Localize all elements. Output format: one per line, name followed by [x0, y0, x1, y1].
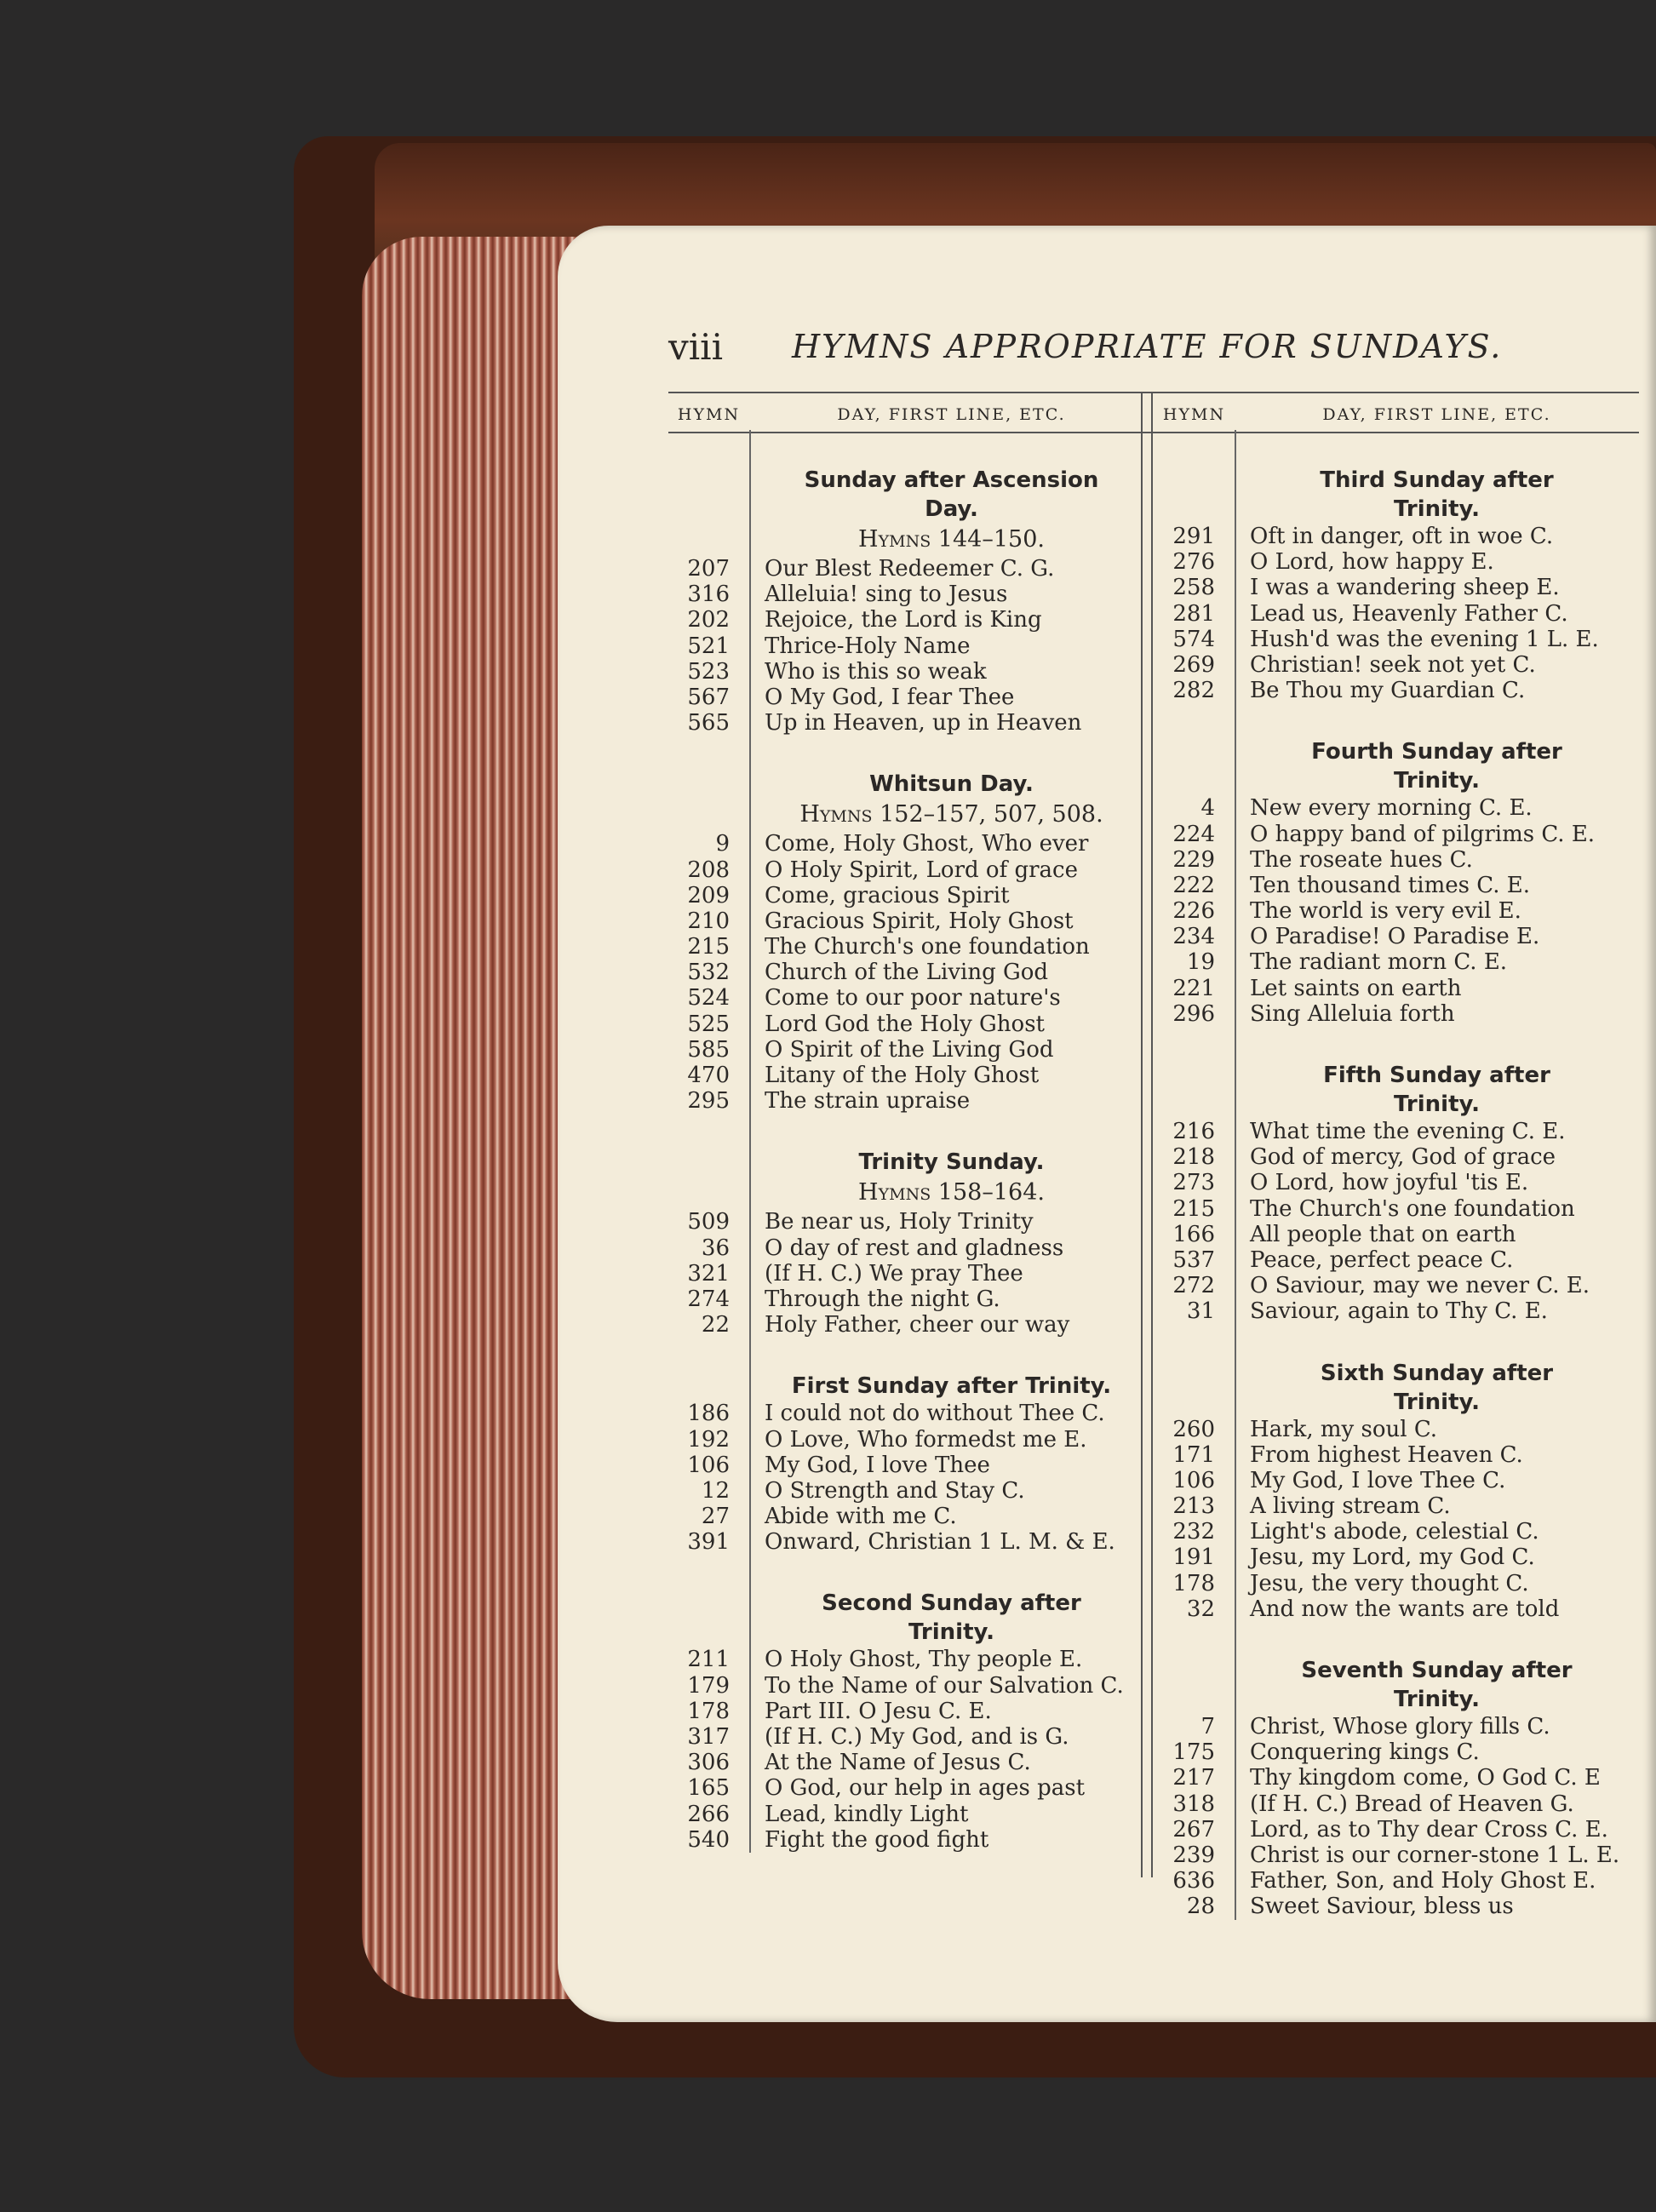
hymn-first-line: The Church's one foundation — [1250, 1195, 1575, 1222]
hymn-number: 7 — [1200, 1714, 1215, 1739]
section-gap — [668, 1338, 1154, 1372]
hymn-row — [668, 1261, 1154, 1287]
section-title: Sunday after Ascension — [804, 467, 1099, 493]
hymn-first-line: Christ is our corner-stone 1 L. E. — [1250, 1842, 1620, 1868]
left-column — [668, 392, 1154, 1853]
hymn-first-line: Conquering kings C. — [1250, 1739, 1480, 1766]
hymn-first-line: The roseate hues C. — [1250, 846, 1473, 873]
hymn-row — [668, 1427, 1154, 1453]
hymn-first-line: O day of rest and gladness — [765, 1235, 1064, 1261]
hymn-first-line: Jesu, my Lord, my God C. — [1250, 1544, 1535, 1571]
section-title: Fifth Sunday after — [1323, 1063, 1550, 1088]
hymn-row — [668, 1724, 1154, 1750]
hymn-row — [1154, 1571, 1639, 1596]
hymn-first-line: O Saviour, may we never C. E. — [1250, 1273, 1590, 1299]
hymn-number: 281 — [1172, 600, 1215, 627]
hymn-column-label: HYMN — [677, 405, 741, 424]
hymn-number: 282 — [1172, 678, 1215, 704]
hymn-number: 213 — [1172, 1493, 1215, 1520]
hymn-number: 32 — [1186, 1596, 1215, 1622]
hymn-row — [1154, 822, 1639, 847]
hymn-first-line: A living stream C. — [1250, 1493, 1451, 1520]
hymn-number: 36 — [701, 1235, 730, 1261]
hymn-row — [1154, 1119, 1639, 1144]
hymn-first-line: Through the night G. — [765, 1286, 1000, 1312]
hymn-first-line: My God, I love Thee — [765, 1452, 990, 1478]
hymn-number: 226 — [1172, 898, 1215, 925]
hymn-number: 175 — [1172, 1739, 1215, 1766]
hymn-row — [668, 934, 1154, 960]
hymn-number: 179 — [687, 1672, 730, 1699]
hymn-first-line: Jesu, the very thought C. — [1250, 1570, 1529, 1596]
hymn-row — [1154, 1894, 1639, 1919]
hymn-row — [1154, 795, 1639, 821]
hymn-row — [1154, 1196, 1639, 1222]
hymn-row — [668, 883, 1154, 908]
hymn-first-line: What time the evening C. E. — [1250, 1119, 1566, 1144]
hymn-first-line: The world is very evil E. — [1250, 898, 1521, 925]
hymn-number: 191 — [1172, 1544, 1215, 1571]
hymn-first-line: God of mercy, God of grace — [1250, 1144, 1556, 1171]
hymn-row — [668, 1478, 1154, 1504]
hymn-number: 276 — [1172, 549, 1215, 576]
section-title: Trinity. — [908, 1619, 994, 1646]
hymn-first-line: Christian! seek not yet C. — [1250, 651, 1536, 678]
section-gap — [1154, 703, 1639, 737]
hymn-first-line: Alleluia! sing to Jesus — [765, 582, 1008, 608]
hymn-row — [1154, 549, 1639, 575]
hymn-row — [668, 710, 1154, 736]
hymn-first-line: Come to our poor nature's — [765, 985, 1061, 1011]
hymn-first-line: O Lord, how happy E. — [1250, 549, 1494, 576]
hymn-row — [1154, 873, 1639, 898]
section-gap — [668, 1114, 1154, 1148]
hymn-number: 211 — [687, 1647, 730, 1673]
hymn-number: 585 — [687, 1036, 730, 1063]
hymn-number: 216 — [1172, 1119, 1215, 1144]
hymn-first-line: Father, Son, and Holy Ghost E. — [1250, 1868, 1596, 1894]
hymn-first-line: Peace, perfect peace C. — [1250, 1246, 1514, 1273]
hymn-number: 258 — [1172, 575, 1215, 601]
hymn-number: 4 — [1200, 795, 1215, 822]
hymn-first-line: Lead, kindly Light — [765, 1801, 969, 1827]
hymn-row — [668, 1673, 1154, 1699]
hymn-row — [668, 1209, 1154, 1235]
hymn-first-line: At the Name of Jesus C. — [765, 1750, 1031, 1776]
hymn-first-line: Who is this so weak — [765, 658, 987, 685]
hymn-first-line: Be near us, Holy Trinity — [765, 1209, 1034, 1235]
section-title: Whitsun Day. — [869, 771, 1034, 798]
hymn-number: 208 — [687, 857, 730, 883]
hymn-row — [1154, 1442, 1639, 1468]
section-title: First Sunday after Trinity. — [791, 1373, 1112, 1400]
hymn-row — [668, 556, 1154, 582]
hymn-row — [1154, 524, 1639, 549]
hymn-number: 19 — [1186, 949, 1215, 976]
hymn-number: 532 — [687, 960, 730, 986]
hymn-first-line: O Lord, how joyful 'tis E. — [1250, 1170, 1529, 1196]
hymn-first-line: Church of the Living God — [765, 960, 1049, 986]
hymn-row — [1154, 1519, 1639, 1544]
hymn-row — [1154, 1842, 1639, 1868]
page-number: viii — [668, 326, 724, 368]
hymn-first-line: Abide with me C. — [765, 1504, 957, 1530]
hymn-column-label: HYMN — [1162, 405, 1226, 424]
hymn-number: 22 — [701, 1312, 730, 1338]
hymn-row — [1154, 1247, 1639, 1273]
hymn-first-line: Lord, as to Thy dear Cross C. E. — [1250, 1816, 1608, 1842]
hymn-number: 166 — [1172, 1221, 1215, 1247]
hymn-number: 12 — [701, 1477, 730, 1504]
hymn-row — [1154, 1273, 1639, 1298]
hymn-first-line: Light's abode, celestial C. — [1250, 1519, 1539, 1545]
hymn-number: 234 — [1172, 924, 1215, 950]
hymn-number: 106 — [687, 1452, 730, 1478]
hymn-first-line: Thy kingdom come, O God C. E — [1250, 1765, 1601, 1791]
hymn-first-line: Lead us, Heavenly Father C. — [1250, 600, 1568, 627]
hymn-row — [668, 1287, 1154, 1312]
hymn-row — [668, 1647, 1154, 1672]
hymn-first-line: (If H. C.) Bread of Heaven G. — [1250, 1791, 1574, 1817]
hymn-row — [668, 1802, 1154, 1827]
hymn-number: 215 — [687, 934, 730, 960]
hymn-row — [1154, 847, 1639, 873]
hymn-first-line: (If H. C.) We pray Thee — [765, 1260, 1023, 1287]
hymn-number: 31 — [1186, 1298, 1215, 1325]
hymn-row — [1154, 1596, 1639, 1622]
hymn-first-line: O Spirit of the Living God — [765, 1036, 1054, 1063]
hymn-number: 272 — [1172, 1273, 1215, 1299]
hymn-row — [1154, 1170, 1639, 1195]
hymn-row — [1154, 949, 1639, 975]
hymn-first-line: Christ, Whose glory fills C. — [1250, 1714, 1550, 1739]
hymn-first-line: Come, gracious Spirit — [765, 882, 1010, 908]
hymn-number: 291 — [1172, 524, 1215, 549]
section-title: Third Sunday after — [1320, 467, 1554, 493]
section-title: Seventh Sunday after — [1301, 1658, 1573, 1683]
section-gap — [1154, 1027, 1639, 1061]
hymn-row — [668, 582, 1154, 607]
hymn-row — [668, 659, 1154, 685]
hymn-row — [668, 1037, 1154, 1063]
hymn-first-line: And now the wants are told — [1250, 1596, 1560, 1622]
running-title: HYMNS APPROPRIATE FOR SUNDAYS. — [792, 328, 1503, 365]
hymn-number: 574 — [1172, 626, 1215, 652]
hymn-row — [668, 857, 1154, 883]
hymn-number: 567 — [687, 684, 730, 710]
hymn-first-line: Gracious Spirit, Holy Ghost — [765, 908, 1074, 934]
hymn-first-line: O Holy Ghost, Thy people E. — [765, 1647, 1083, 1673]
hymn-number: 274 — [687, 1286, 730, 1312]
hymn-number: 224 — [1172, 821, 1215, 847]
hymn-number: 565 — [687, 710, 730, 736]
hymn-row — [668, 1827, 1154, 1853]
hymn-first-line: Onward, Christian 1 L. M. & E. — [765, 1529, 1115, 1556]
hymn-first-line: The radiant morn C. E. — [1250, 949, 1508, 976]
hymn-number: 165 — [687, 1775, 730, 1802]
hymn-number: 9 — [715, 831, 730, 857]
day-column-label: DAY, FIRST LINE, ETC. — [837, 405, 1066, 424]
hymn-first-line: Come, Holy Ghost, Who ever — [765, 831, 1089, 857]
hymn-first-line: Rejoice, the Lord is King — [765, 607, 1042, 633]
left-column-body — [668, 433, 1154, 1853]
hymn-number: 260 — [1172, 1416, 1215, 1442]
hymn-number: 296 — [1172, 1000, 1215, 1027]
hymn-row — [1154, 1417, 1639, 1442]
hymn-first-line: O Paradise! O Paradise E. — [1250, 924, 1540, 950]
hymn-number: 215 — [1172, 1195, 1215, 1222]
hymn-row — [1154, 924, 1639, 949]
section-title: Trinity. — [1394, 768, 1480, 794]
hymn-number: 171 — [1172, 1441, 1215, 1468]
page-edges — [362, 237, 583, 1999]
center-double-rule — [1141, 392, 1153, 1877]
hymn-row — [668, 1011, 1154, 1037]
hymn-number: 273 — [1172, 1170, 1215, 1196]
hymn-first-line: I could not do without Thee C. — [765, 1401, 1105, 1427]
hymn-first-line: Up in Heaven, up in Heaven — [765, 710, 1082, 736]
hymn-first-line: From highest Heaven C. — [1250, 1441, 1523, 1468]
right-column-body — [1154, 433, 1639, 1920]
hymn-row — [1154, 1144, 1639, 1170]
hymn-first-line: Saviour, again to Thy C. E. — [1250, 1298, 1548, 1325]
hymn-number: 192 — [687, 1426, 730, 1453]
hymn-number: 222 — [1172, 872, 1215, 898]
hymn-row — [668, 831, 1154, 857]
hymn-number: 525 — [687, 1011, 730, 1037]
hymn-first-line: Holy Father, cheer our way — [765, 1312, 1070, 1338]
hymn-number: 521 — [687, 633, 730, 659]
hymn-row — [1154, 1739, 1639, 1765]
hymn-number: 318 — [1172, 1791, 1215, 1817]
hymn-first-line: Thrice-Holy Name — [765, 633, 971, 659]
hymn-row — [668, 1312, 1154, 1338]
hymn-row — [668, 1750, 1154, 1775]
hymn-number: 636 — [1172, 1868, 1215, 1894]
hymn-row — [1154, 1765, 1639, 1791]
hymn-number: 207 — [687, 556, 730, 582]
hymn-number: 317 — [687, 1724, 730, 1750]
hymn-number: 295 — [687, 1088, 730, 1115]
section-gap — [668, 736, 1154, 770]
hymn-number: 186 — [687, 1401, 730, 1427]
hymn-row — [668, 633, 1154, 659]
hymn-number: 202 — [687, 607, 730, 633]
column-header — [668, 392, 1154, 433]
hymn-row — [1154, 601, 1639, 627]
hymn-number: 266 — [687, 1801, 730, 1827]
hymn-number: 269 — [1172, 651, 1215, 678]
hymn-row — [1154, 627, 1639, 652]
hymn-first-line: (If H. C.) My God, and is G. — [765, 1724, 1069, 1750]
hymn-first-line: Sing Alleluia forth — [1250, 1000, 1455, 1027]
hymn-row — [1154, 1001, 1639, 1027]
hymn-number: 232 — [1172, 1519, 1215, 1545]
hymn-range: Hymns 158–164. — [858, 1179, 1045, 1206]
hymn-row — [1154, 976, 1639, 1001]
hymn-number: 229 — [1172, 846, 1215, 873]
hymn-first-line: New every morning C. E. — [1250, 795, 1533, 822]
hymn-number: 470 — [687, 1063, 730, 1088]
hymn-number: 239 — [1172, 1842, 1215, 1868]
hymn-row — [1154, 1298, 1639, 1324]
hymn-first-line: Let saints on earth — [1250, 975, 1462, 1001]
hymn-number: 27 — [701, 1504, 730, 1530]
hymn-first-line: All people that on earth — [1250, 1221, 1516, 1247]
book-page — [558, 226, 1656, 2022]
section-gap — [1154, 1622, 1639, 1656]
section-gap — [1154, 1325, 1639, 1359]
right-column — [1154, 392, 1639, 1920]
hymn-first-line: O My God, I fear Thee — [765, 684, 1015, 710]
hymn-row — [668, 960, 1154, 985]
hymn-number: 321 — [687, 1260, 730, 1287]
hymn-row — [1154, 1222, 1639, 1247]
hymn-number: 540 — [687, 1826, 730, 1853]
day-column-label: DAY, FIRST LINE, ETC. — [1322, 405, 1551, 424]
hymn-row — [1154, 575, 1639, 600]
hymn-row — [1154, 1791, 1639, 1817]
hymn-first-line: O Holy Spirit, Lord of grace — [765, 857, 1078, 883]
hymn-number: 178 — [1172, 1570, 1215, 1596]
hymn-first-line: O happy band of pilgrims C. E. — [1250, 821, 1596, 847]
hymn-row — [668, 908, 1154, 934]
hymn-first-line: Litany of the Holy Ghost — [765, 1063, 1040, 1088]
hymn-number: 221 — [1172, 975, 1215, 1001]
hymn-row — [1154, 898, 1639, 924]
hymn-row — [668, 685, 1154, 710]
section-title: Sixth Sunday after — [1320, 1360, 1554, 1386]
hymn-range: Hymns 144–150. — [858, 526, 1045, 553]
hymn-row — [668, 985, 1154, 1011]
hymn-first-line: My God, I love Thee C. — [1250, 1467, 1506, 1493]
hymn-row — [1154, 1493, 1639, 1519]
hymn-first-line: I was a wandering sheep E. — [1250, 575, 1560, 601]
hymn-row — [1154, 1544, 1639, 1570]
hymn-number: 537 — [1172, 1246, 1215, 1273]
hymn-number: 106 — [1172, 1467, 1215, 1493]
hymn-number: 316 — [687, 582, 730, 608]
hymn-range: Hymns 152–157, 507, 508. — [799, 801, 1103, 828]
hymn-number: 217 — [1172, 1765, 1215, 1791]
hymn-number: 178 — [687, 1698, 730, 1724]
hymn-number: 524 — [687, 985, 730, 1011]
hymn-first-line: Lord God the Holy Ghost — [765, 1011, 1045, 1037]
hymn-first-line: Hush'd was the evening 1 L. E. — [1250, 626, 1599, 652]
hymn-first-line: Ten thousand times C. E. — [1250, 872, 1530, 898]
hymn-first-line: Sweet Saviour, bless us — [1250, 1894, 1514, 1920]
hymn-row — [668, 1453, 1154, 1478]
section-title: Trinity Sunday. — [858, 1149, 1045, 1176]
hymn-first-line: Part III. O Jesu C. E. — [765, 1698, 992, 1724]
hymn-number: 509 — [687, 1209, 730, 1235]
hymn-row — [668, 1063, 1154, 1088]
section-title: Trinity. — [1394, 1389, 1480, 1415]
hymn-number: 306 — [687, 1750, 730, 1776]
hymn-row — [1154, 1468, 1639, 1493]
section-title: Trinity. — [1394, 1092, 1480, 1117]
section-title: Fourth Sunday after — [1311, 739, 1562, 765]
section-title: Trinity. — [1394, 496, 1480, 522]
page-header — [668, 326, 1647, 377]
hymn-first-line: The strain upraise — [765, 1088, 971, 1115]
hymn-row — [668, 607, 1154, 633]
hymn-row — [668, 1775, 1154, 1801]
hymn-row — [668, 1699, 1154, 1724]
hymn-first-line: Our Blest Redeemer C. G. — [765, 556, 1055, 582]
hymn-row — [668, 1529, 1154, 1555]
hymn-row — [668, 1088, 1154, 1114]
hymn-first-line: O God, our help in ages past — [765, 1775, 1086, 1802]
hymn-first-line: The Church's one foundation — [765, 934, 1090, 960]
hymn-row — [668, 1504, 1154, 1529]
hymn-number: 28 — [1186, 1894, 1215, 1920]
hymn-first-line: Oft in danger, oft in woe C. — [1250, 524, 1554, 549]
hymn-number: 209 — [687, 882, 730, 908]
hymn-first-line: O Love, Who formedst me E. — [765, 1426, 1087, 1453]
hymn-first-line: Be Thou my Guardian C. — [1250, 678, 1526, 704]
section-title: Trinity. — [1394, 1687, 1480, 1712]
hymn-number: 523 — [687, 658, 730, 685]
section-gap — [668, 1555, 1154, 1589]
column-header — [1154, 392, 1639, 433]
hymn-first-line: O Strength and Stay C. — [765, 1477, 1025, 1504]
hymn-number: 391 — [687, 1529, 730, 1556]
hymn-row — [1154, 1868, 1639, 1894]
hymn-row — [1154, 678, 1639, 703]
section-title: Day. — [925, 496, 978, 522]
hymn-first-line: Hark, my soul C. — [1250, 1416, 1438, 1442]
section-title: Second Sunday after — [822, 1590, 1081, 1617]
hymn-row — [668, 1401, 1154, 1426]
hymn-row — [1154, 652, 1639, 678]
hymn-first-line: Fight the good fight — [765, 1826, 989, 1853]
hymn-row — [668, 1235, 1154, 1261]
hymn-first-line: To the Name of our Salvation C. — [765, 1672, 1124, 1699]
hymn-number: 267 — [1172, 1816, 1215, 1842]
hymn-number: 218 — [1172, 1144, 1215, 1171]
hymn-row — [1154, 1817, 1639, 1842]
hymn-row — [1154, 1714, 1639, 1739]
hymn-number: 210 — [687, 908, 730, 934]
